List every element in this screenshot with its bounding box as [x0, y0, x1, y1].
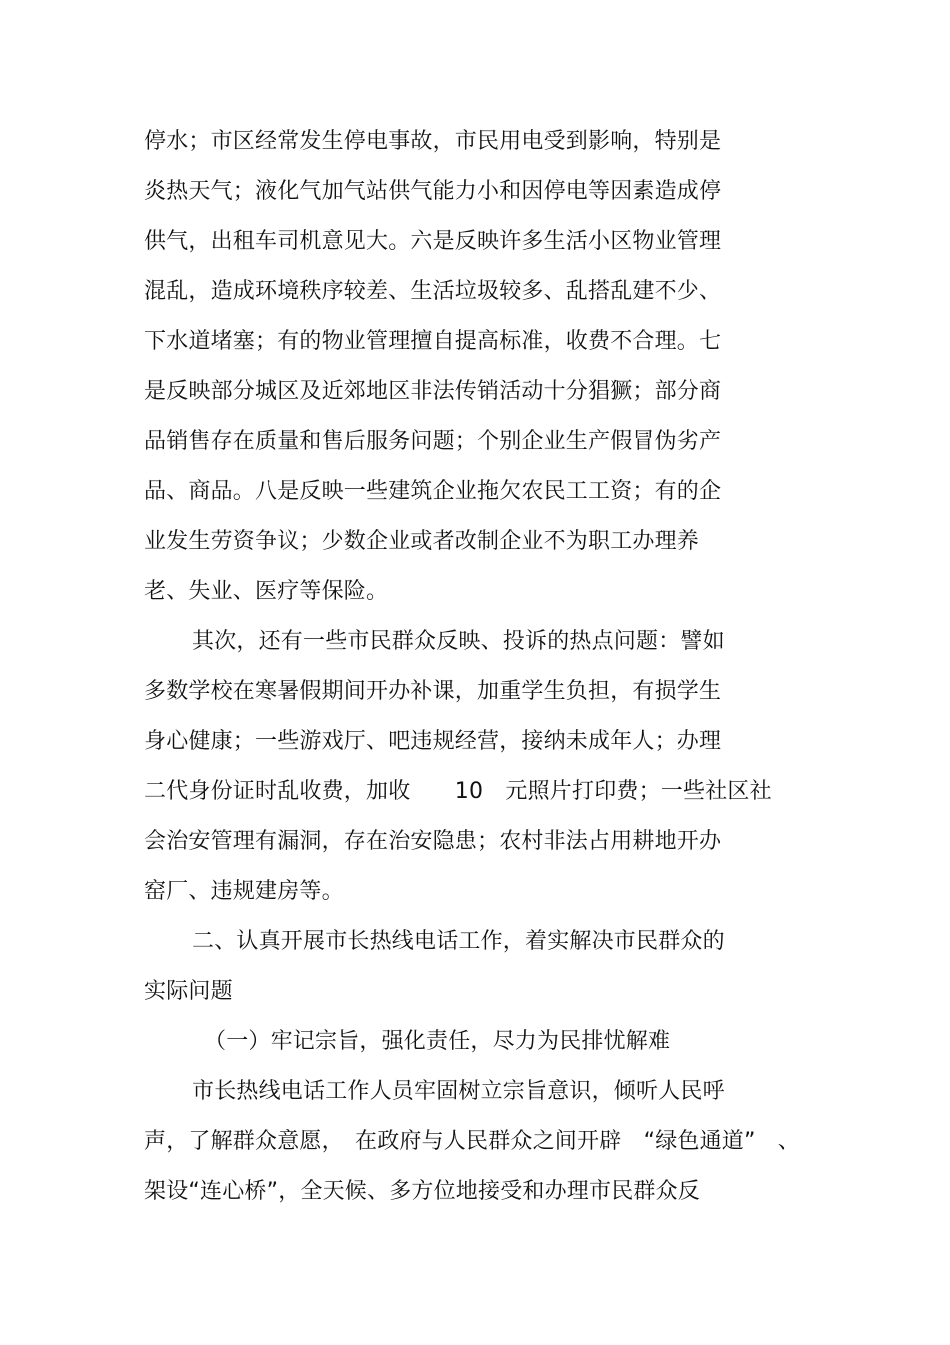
paragraph-start-line: 市长热线电话工作人员牢固树立宗旨意识，倾听人民呼 — [192, 1079, 725, 1104]
text-line: 老、失业、医疗等保险。 — [144, 579, 389, 604]
text-line: 供气，出租车司机意见大。六是反映许多生活小区物业管理 — [144, 229, 722, 254]
text-line: 窑厂、违规建房等。 — [144, 879, 344, 904]
text-line: 品、商品。八是反映一些建筑企业拖欠农民工工资；有的企 — [144, 479, 722, 504]
text-line: 混乱，造成环境秩序较差、生活垃圾较多、乱搭乱建不少、 — [144, 279, 722, 304]
section-heading: 二、认真开展市长热线电话工作，着实解决市民群众的 — [192, 929, 725, 954]
text-line: 声，了解群众意愿， 在政府与人民群众之间开辟 “绿色通道” 、 — [144, 1129, 800, 1154]
text-line: 业发生劳资争议；少数企业或者改制企业不为职工办理养 — [144, 529, 700, 554]
text-line: 会治安管理有漏洞，存在治安隐患；农村非法占用耕地开办 — [144, 829, 722, 854]
text-line: 二代身份证时乱收费，加收 10 元照片打印费；一些社区社 — [144, 779, 772, 804]
paragraph-start-line: 其次，还有一些市民群众反映、投诉的热点问题：譬如 — [192, 629, 725, 654]
section-heading-continuation: 实际问题 — [144, 979, 233, 1004]
text-line: 品销售存在质量和售后服务问题；个别企业生产假冒伪劣产 — [144, 429, 722, 454]
subsection-heading: （一）牢记宗旨，强化责任，尽力为民排忧解难 — [204, 1029, 671, 1054]
text-line: 架设“连心桥”，全天候、多方位地接受和办理市民群众反 — [144, 1179, 700, 1204]
text-line: 停水；市区经常发生停电事故，市民用电受到影响，特别是 — [144, 129, 722, 154]
text-line: 下水道堵塞；有的物业管理擅自提高标准，收费不合理。七 — [144, 329, 722, 354]
text-line: 是反映部分城区及近郊地区非法传销活动十分猖獗；部分商 — [144, 379, 722, 404]
text-line: 多数学校在寒暑假期间开办补课，加重学生负担，有损学生 — [144, 679, 722, 704]
text-line: 身心健康；一些游戏厅、吧违规经营，接纳未成年人；办理 — [144, 729, 722, 754]
text-line: 炎热天气；液化气加气站供气能力小和因停电等因素造成停 — [144, 179, 722, 204]
